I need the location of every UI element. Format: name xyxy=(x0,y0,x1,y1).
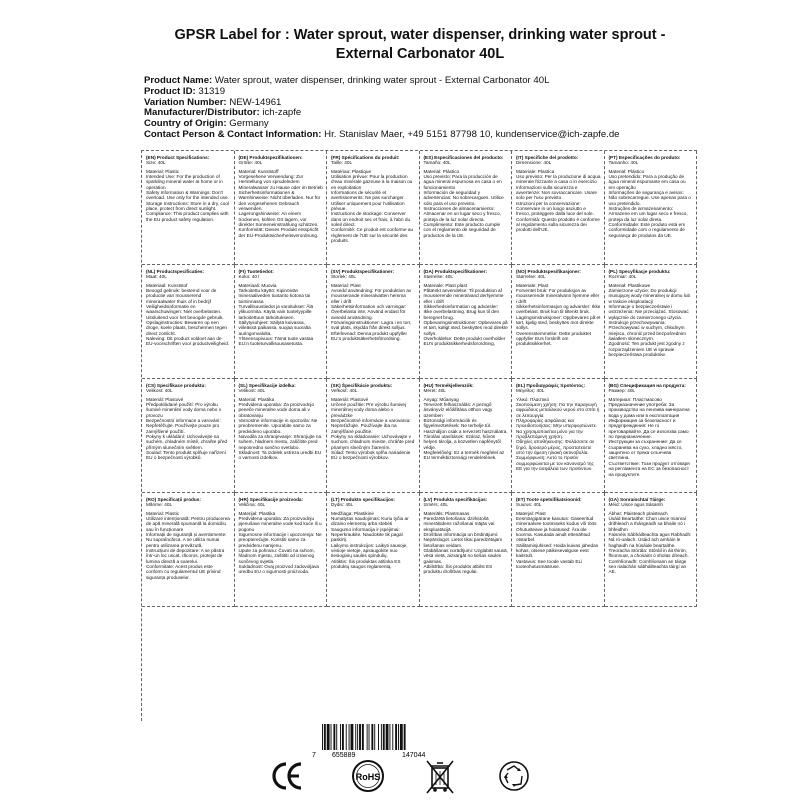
page-title: GPSR Label for : Water sprout, water dispenser, drinking water sprout - External Carbonator 40L xyxy=(174,27,666,62)
spec-line: Storlek: 40L xyxy=(331,274,357,280)
spec-heading: (EN) Product Specifications: xyxy=(146,155,210,160)
barcode-bar xyxy=(369,724,370,750)
spec-line: Treoracha Stórála: Stóráil in áit thirim, fhionnuar, a chosaint ó sholas díreach. xyxy=(608,548,689,559)
spec-line: Veľkosť: 40L xyxy=(331,388,358,394)
spec-line: Velikost: 40L xyxy=(238,388,266,394)
spec-line: Určené použitie: Pre výrobu šumivej minerálnej vody doma alebo v prevádzke xyxy=(331,402,407,418)
spec-heading: (FI) Tuotetiedot: xyxy=(238,269,274,274)
spec-line: Размер: 40L xyxy=(608,388,636,394)
spec-line: Numatytas naudojimas: Kuriu tyčia ar dizaino elementų arba stebėti xyxy=(331,516,409,527)
spec-line: Overensstemmelse: Dette produktet oppfyller EUs forskrift om produktsikkerhet. xyxy=(516,330,592,347)
spec-line: Säilitamisjuhised: Hoida kuivas jahedas kohas, otsese päikesevalguse eest kaitstult. xyxy=(516,542,599,559)
spec-cell xyxy=(235,379,328,493)
spec-line: Matériau: Plastique xyxy=(331,168,372,174)
barcode-bar xyxy=(355,724,356,750)
spec-line: Compliance: This product complies with the EU product safety regulation. xyxy=(146,211,229,222)
spec-line: Instructions de stockage: Conserver dans un endroit sec et frais, à l'abri du soleil direct. xyxy=(331,211,411,228)
spec-line: Cumplimiento: Este producto cumple con el reglamento de seguridad de productos de la UE. xyxy=(423,222,501,238)
spec-line: Suurus: 40L xyxy=(516,502,542,508)
spec-line: Предназначение употреба: За производство на пенлива минерална вода у дома или в експлоатация xyxy=(608,402,690,418)
barcode-bar xyxy=(324,724,326,750)
spec-heading: (IT) Specifiche del prodotto: xyxy=(516,155,579,160)
spec-line: Förvaringsinstruktioner: Lagra i en torr, sval plats, skydda från direkt solljus. xyxy=(331,320,412,331)
spec-line: Materiál: Plastové xyxy=(146,396,184,402)
spec-heading: (SV) Produktspecifikationer: xyxy=(331,269,395,274)
spec-line: Informacje o bezpieczeństwie i ostrzeżenia: Nie przeciążać. Stosować wyłącznie do zamierzonego użycia. xyxy=(608,304,689,320)
spec-line: Ábhar: Plaisteach plaisteach xyxy=(608,510,668,516)
spec-line: Velikost: 40L xyxy=(146,388,173,394)
spec-line: Istruzioni per la conservazione: Conservare in un luogo asciutto e fresco, proteggere dalla luce del sole. xyxy=(516,200,594,217)
spec-line: Naleving: Dit product voldoet aan de EU-voorschriften voor productveiligheid. xyxy=(146,336,230,347)
spec-heading: (RO) Specificații produs: xyxy=(146,497,201,502)
spec-line: Tamaño: 40L xyxy=(423,160,451,166)
spec-line: Intended Use: For the production of sparkling mineral water at home or in operation xyxy=(146,174,223,190)
spec-line: Påtænkt anvendelse: Til produktion af mousserende mineralvand derhjemme eller i drift xyxy=(423,288,504,304)
spec-line: Yhteensopivuus: Tämä tuote vastaa EU:n tuoteturvallisuusasetusta. xyxy=(238,336,314,347)
barcode-bar xyxy=(346,724,347,750)
spec-cell xyxy=(605,379,698,493)
spec-line: Saugumo informacija ir įspėjimai: Neperkraukite. Naudokite tik pagal paskirtį. xyxy=(331,526,403,543)
spec-heading: (ET) Toote spetsifikatsioonid: xyxy=(516,497,582,502)
spec-line: Uso previsto: Para la producción de agua mineral espumosa en casa o en funcionamiento xyxy=(423,174,502,190)
spec-line: Maat: 40L xyxy=(146,274,167,280)
spec-heading: (EL) Προδιαγραφές προϊόντος: xyxy=(516,383,586,388)
spec-line: Izmērs: 40L xyxy=(423,502,448,508)
spec-line: Laikymo instrukcijos: Laikyti sausoje, vėsioje vietoje, apsaugokite nuo tiesioginių saulės spindulių. xyxy=(331,542,408,559)
spec-grid xyxy=(141,150,697,721)
spec-line: Lagerungshinweise: An einem trockenen, kühlen Ort lagern, vor direkter Sonneneinstrahlung schützen. xyxy=(238,211,319,228)
spec-line: Συμμόρφωση: Αυτό το προϊόν συμμορφώνεται με τον κανονισμό της ΕΕ για την ασφάλεια των προϊόντων. xyxy=(516,455,594,472)
spec-line: Skladnost: Ta izdelek ustreza uredbi EU o varnosti izdelkov. xyxy=(238,450,322,461)
spec-line: Материал: Пластмасово xyxy=(608,396,662,402)
spec-cell xyxy=(235,151,328,265)
spec-line: Material: Plast xyxy=(331,282,361,288)
spec-line: Uso previsto: Per la produzione di acqua minerale frizzante a casa o in esercizio xyxy=(516,174,601,185)
spec-line: Drošības informācija un brīdinājumi: Nepārslogot. Lietot tikai paredzētajam lietošanas veidam. xyxy=(423,532,503,548)
spec-line: Úsáid Beartaithe: Chun uisce mianraí drithleach a tháirgeadh sa bhaile nó i bhfeidhm xyxy=(608,516,687,532)
spec-line: Tamanho: 40L xyxy=(608,160,639,166)
info-value: Hr. Stanislav Maer, +49 5151 87798 10, kundenservice@ich-zapfe.de xyxy=(324,128,620,140)
compliance-logos xyxy=(270,756,538,796)
barcode-bar xyxy=(340,724,341,750)
spec-cell xyxy=(142,151,235,265)
spec-cell xyxy=(512,265,605,379)
spec-line: Vastavus: See toode vastab ELi tooteohutusmääruse. xyxy=(516,558,583,570)
spec-line: Σκοπούμενη χρήση: Για την παραγωγή αφρώδους μεταλλικού νερού στο σπίτι ή σε λειτουργία xyxy=(516,402,600,418)
barcode-digits-left: 655889 xyxy=(332,752,356,759)
spec-heading: (LT) Produkto specifikacijos: xyxy=(331,497,395,502)
spec-line: Glabāšanas norādījumi: Uzglabāt sausā, vēsā vietā, aizsargāt no tiešas saules gaismas. xyxy=(423,548,508,564)
spec-heading: (NO) Produktspesifikasjoner: xyxy=(516,269,581,274)
info-label: Country of Origin: xyxy=(144,118,227,130)
info-value: Water sprout, water dispenser, drinking water sprout - External Carbonator 40L xyxy=(214,75,550,86)
spec-heading: (ES) Especificaciones del producto: xyxy=(423,155,504,160)
spec-line: Информация за безопасност и предупреждения: Не го претоварвайте. Да се използва само по предназначение. xyxy=(608,418,689,440)
spec-cell xyxy=(420,379,513,493)
spec-cell xyxy=(142,379,235,493)
spec-line: Efterlevnad: Denna produkt uppfyller EU:s produktsäkerhetsförordning. xyxy=(331,330,408,342)
barcode-bar xyxy=(392,724,393,750)
spec-heading: (SL) Specifikacije izdelka: xyxy=(238,383,296,388)
spec-line: Υλικό: Πλαστικό xyxy=(516,396,550,402)
spec-line: Instruções de armazenamento: Armazene em um lugar seco e fresco, proteja da luz solar direta. xyxy=(608,206,688,222)
spec-line: Vorgesehene Verwendung: Zur Herstellung von sprudelndem Mineralwasser zu Hause oder im Betrieb xyxy=(238,174,323,190)
spec-line: Conformité: Ce produit est conforme au règlement de l'UE sur la sécurité des produits. xyxy=(331,227,414,244)
spec-cell xyxy=(327,379,420,493)
spec-line: Utilisation prévue: Pour la production d'eau minérale gazeuse à la maison ou en exploitation xyxy=(331,174,413,190)
spec-line: Material: Plastika xyxy=(238,396,275,402)
spec-heading: (PT) Especificações do produto: xyxy=(608,155,681,160)
spec-line: Forventet bruk: For produksjon av mousserende mineralvann hjemme eller i drift xyxy=(516,288,600,304)
spec-line: Instrucciones de almacenamiento: Almacenar en un lugar seco y fresco, proteja de la luz solar directa. xyxy=(423,206,501,222)
barcode-bar xyxy=(395,724,397,750)
barcode-bar xyxy=(371,724,373,750)
spec-line: Instrucțiuni de depozitare: A se păstra într-un loc uscat, răcoros, protejat de lumina directă a soarelui. xyxy=(146,548,225,564)
spec-line: Zamierzone użycie: Do produkcji musującej wody mineralnej w domu lub w trakcie eksploatacji xyxy=(608,288,691,304)
spec-cell xyxy=(142,265,235,379)
spec-cell xyxy=(605,151,698,265)
barcode-bar xyxy=(359,724,361,750)
spec-line: Instrukcje przechowywania: Przechowywać w suchym, chłodnym miejscu, chronić przed bezpośrednim światłem słonecznym. xyxy=(608,320,686,342)
spec-cell xyxy=(512,379,605,493)
spec-line: Informações de segurança e avisos: Não sobrecarregue. Use apenas para o uso pretendido. xyxy=(608,190,691,206)
spec-line: Materiał: Plastikowe xyxy=(608,282,651,288)
spec-line: Säkerhetsinformation och varningar: Överbelasta inte. Använd endast för avsedd användning. xyxy=(331,304,407,320)
spec-line: Paredzētā lietošana: dzirkstošā minerālūdens ražošanai mājās vai ekspluatācijā xyxy=(423,516,495,532)
barcode-bar xyxy=(389,724,390,750)
barcode-bar xyxy=(404,724,406,750)
spec-line: Materiál: Plastové xyxy=(331,396,369,402)
spec-line: Lagringsinstruksjoner: Oppbevares på et tørt, kjølig sted, beskyttes mot direkte sollys. xyxy=(516,314,601,331)
spec-line: Předpokládané použití: Pro výrobu šumivé minerální vody doma nebo v provozu xyxy=(146,402,222,418)
spec-line: Atbilstība: Šis produkts atbilst ES produktu drošības regulai. xyxy=(423,564,493,575)
spec-line: Méret: 40L xyxy=(423,388,446,394)
spec-line: Opslaginstructies: Bewaren op een droge, koele plaats, beschermen tegen direct zonlicht. xyxy=(146,320,228,336)
spec-heading: (LV) Produkta specifikācijas: xyxy=(423,497,488,502)
spec-line: Materjal: Plast xyxy=(516,510,546,516)
spec-line: Materiaal: Kunststof xyxy=(146,282,188,288)
spec-line: Säilytysohjeet: Säilytä kuivassa, viileässä paikassa, suojaa suoralta auringonvalolta. xyxy=(238,320,311,336)
spec-line: Predvidena uporaba: Za proizvodnjo peneče mineralne vode doma ali v obratovanju xyxy=(238,402,315,418)
info-value: NEW-14961 xyxy=(229,96,282,108)
spec-line: Sukladnost: Ovaj proizvod zadovoljava uredbu EU o sigurnosti proizvoda. xyxy=(238,564,320,575)
spec-line: Varnostne informacije in opozorila: Ne preobremenite. Uporabite samo za predvideno uporabo. xyxy=(238,418,318,434)
info-label: Product ID: xyxy=(144,85,196,97)
spec-line: Conformitate: Acest produs este conform cu regulamentul UE privind siguranța produselor. xyxy=(146,564,221,580)
spec-line: Súlad: Tento výrobok spĺňa nariadenie EÚ o bezpečnosti výrobkov. xyxy=(331,450,411,461)
spec-cell xyxy=(605,493,698,607)
barcode-bar xyxy=(400,724,403,750)
spec-line: Megfelelőség: Ez a termék megfelel az EU termékbiztonsági rendeletének. xyxy=(423,450,505,461)
info-label: Contact Person & Contact Information: xyxy=(144,128,322,140)
spec-cell xyxy=(327,493,420,607)
spec-line: Storage Instructions: Store in a dry, cool place, protect from direct sunlight. xyxy=(146,200,230,212)
spec-cell xyxy=(420,151,513,265)
weee-bin-icon xyxy=(420,756,460,796)
spec-line: Veiligheidsinformatie en waarschuwingen: Niet overbelasten. Uitsluitend voor het beoogde gebruik. xyxy=(146,304,224,320)
spec-line: Atitiktis: Šis produktas atitinka ES produktų saugos reglamentą. xyxy=(331,558,401,570)
spec-cell xyxy=(327,151,420,265)
barcode-bar xyxy=(374,724,375,750)
spec-line: Sicherheitsinformationen & Warnhinweise: Nicht überladen. Nur für den vorgesehenen Gebrauch verwenden. xyxy=(238,190,321,212)
barcode-bar xyxy=(367,724,368,750)
spec-line: Materijal: Plastika xyxy=(238,510,276,516)
spec-line: Materiāls: Plastmasas xyxy=(423,510,470,516)
spec-line: Conformità: Questo prodotto è conforme al regolamento sulla sicurezza dei prodotti dell'UE. xyxy=(516,216,600,233)
spec-heading: (SK) Špecifikácie produktu: xyxy=(331,383,393,388)
spec-line: Dydis: 40L xyxy=(331,502,354,508)
spec-heading: (CS) Specifikace produktu: xyxy=(146,383,206,388)
spec-line: Avsedd användning: För produktion av mousserande mineralvatten hemma eller i drift xyxy=(331,288,412,304)
spec-cell xyxy=(142,493,235,607)
spec-cell xyxy=(605,265,698,379)
spec-line: Predviđena uporaba: Za proizvodnju pjenušave mineralne vode kod kuće ili u pogonu xyxy=(238,516,322,532)
spec-line: Informazioni sulla sicurezza e avvertenze: Non sovraccaricare. Usare solo per l'uso previsto. xyxy=(516,184,598,201)
spec-line: Dimensione: 40L xyxy=(516,160,552,166)
spec-line: Bezpečnostní informace a varování: Nepřetěžujte. Používejte pouze pro zamýšlené použití. xyxy=(146,418,221,434)
barcode-bar xyxy=(327,724,330,750)
barcode-digits-right: 147044 xyxy=(402,752,426,759)
spec-line: Zgodność: Ten produkt jest zgodny z rozporządzeniem UE w sprawie bezpieczeństwa produktów. xyxy=(608,341,685,358)
spec-line: Materiaali: Muovia xyxy=(238,282,277,288)
spec-line: Taille: 40L xyxy=(331,160,353,166)
barcode-bar xyxy=(362,724,364,750)
spec-line: Rozmiar: 40L xyxy=(608,274,637,280)
spec-line: Materiale: Plast xyxy=(516,282,549,288)
spec-line: Size: 40L xyxy=(146,160,166,166)
spec-heading: (BG) Спецификация на продукта: xyxy=(608,383,686,388)
spec-line: Bezpečnostné informácie a varovania: Nepreťažujte. Používajte iba na zamýšľané použitie. xyxy=(331,418,411,434)
info-value: 31319 xyxy=(198,85,226,97)
spec-line: Informații de siguranță și avertismente: Nu supraîncărca. A se utiliza numai pentru utilizarea prevăzută. xyxy=(146,532,227,548)
spec-line: Comhlíonadh: Comhlíonann an táirge seo rialachán sábháilteachta táirgí an AE. xyxy=(608,558,687,575)
spec-line: Material: Plastic xyxy=(146,168,180,174)
spec-line: Ohutusteave ja hoiatused: Ära üle koorma. Kasutada ainult ettenähtud otstarbel. xyxy=(516,526,591,543)
barcode-bar xyxy=(342,724,344,750)
info-label: Manufacturer/Distributor: xyxy=(144,107,260,119)
spec-line: Konformität: Dieses Produkt entspricht der EU-Produktsicherheitsverordnung. xyxy=(238,227,319,238)
ce-mark-icon xyxy=(270,756,304,796)
barcode-bar xyxy=(378,724,379,750)
svg-text:RoHS: RoHS xyxy=(355,772,381,782)
spec-line: Utilizare intenționată: Pentru producerea de apă minerală spumantă la domiciliu sau în funcționare xyxy=(146,516,230,532)
spec-line: Οδηγίες αποθήκευσης: Φυλάσσετε σε ξηρό, δροσερό μέρος, προστατεύετε από την άμεση ηλιακή ακτινοβολία. xyxy=(516,439,595,456)
spec-cell xyxy=(235,265,328,379)
spec-cell xyxy=(327,265,420,379)
spec-line: Sigurnosne informacije i upozorenja: Ne preopterećujte. Koristiti samo za predviđenu namjenu. xyxy=(238,532,322,548)
info-label: Variation Number: xyxy=(144,96,227,108)
spec-line: Safety Information & Warnings: Don't overload. Use only for the intended use. xyxy=(146,190,229,201)
spec-line: Pokyny k ukládání: Uchovávejte na suchém, chladném místě, chraňte před přímým slunečním světlem. xyxy=(146,434,228,450)
spec-line: Veličina: 40L xyxy=(238,502,266,508)
spec-line: Opbevaringsinstruktioner: Opbevares på et tørt, køligt sted, beskyttes mod direkte sollys. xyxy=(423,320,508,336)
spec-line: Material: Plastic xyxy=(146,510,180,516)
spec-heading: (HU) Termékjellemzők: xyxy=(423,383,474,388)
spec-line: Material: Kunststoff xyxy=(238,168,279,174)
rohs-icon xyxy=(346,756,390,796)
spec-line: Medžiaga: Plastikinė xyxy=(331,510,374,516)
spec-line: Faisnéis Sábháilteachta agus Rabhadh: Ná ró-ualach. Úsáid ach amháin le haghaidh na húsáide beartaithe. xyxy=(608,532,692,548)
spec-cell xyxy=(512,493,605,607)
spec-line: Størrelse: 40L xyxy=(516,274,546,280)
info-row xyxy=(144,130,620,141)
barcode xyxy=(310,724,456,760)
spec-line: Μέγεθος: 40L xyxy=(516,388,545,394)
info-value: Germany xyxy=(229,118,269,130)
spec-line: Anyag: Műanyag xyxy=(423,396,459,402)
barcode-bar xyxy=(349,724,350,750)
spec-line: Materiale: Plastica xyxy=(516,168,555,174)
spec-line: Инструкции за съхранение: Да се съхранява на сухо, хладно място, защитено от пряка слънчева светлина. xyxy=(608,439,683,461)
spec-line: Uso pretendido: Para a produção de água mineral espumante em casa ou em operação xyxy=(608,174,686,190)
spec-line: Información de seguridad y advertencias: No sobrecargues. Utilice sólo para el uso previsto. xyxy=(423,190,504,206)
spec-line: Eesmärgipärane kasutus: Gaseeritud mineraalvee tootmiseks kodus või töös xyxy=(516,516,597,527)
barcode-bar xyxy=(331,724,332,750)
spec-heading: (DE) Produktspezifikationen: xyxy=(238,155,303,160)
spec-line: Upute za pohranu: Čuvati na suhom, hladnom mjestu, zaštititi od izravnog sunčevog svjetla. xyxy=(238,548,315,564)
barcode-bar xyxy=(357,724,358,750)
spec-line: Størrelse: 40L xyxy=(423,274,453,280)
barcode-bar xyxy=(333,724,335,750)
spec-cell xyxy=(512,151,605,265)
spec-line: Turvallisuustiedot ja varoitukset: Älä ylikuormita. Käytä vain tuotetyypille tarkoitettuun tarkoitukseen. xyxy=(238,304,314,320)
spec-line: Sikkerhedsinformation og advarsler: Ikke overbelastning. Brug kun til den beregnet brug. xyxy=(423,304,500,320)
spec-cell xyxy=(420,493,513,607)
spec-line: Material: Plástico xyxy=(423,168,460,174)
spec-line: Biztonsági információk és figyelmeztetések: Ne terhelje túl. Használjon csak a tervezett használatra. xyxy=(423,418,508,434)
spec-line: Conformidade: Este produto está em conformidade com o regulamento de segurança de produtos da UE. xyxy=(608,222,686,238)
spec-line: Beoogd gebruik: bestemd voor de productie van mousserend mineraalwater thuis of in bedrijf xyxy=(146,288,217,304)
spec-line: Informations de sécurité et avertissements: Ne pas surcharger. Utiliser uniquement pour l'utilisation prévue. xyxy=(331,190,405,212)
spec-heading: (PL) Specyfikacje produktu: xyxy=(608,269,671,274)
spec-heading: (DA) Produktspecifikationer: xyxy=(423,269,488,274)
spec-line: Tarkoitettu käyttö: Kipinöivän mineraaliveden tuotanto kotona tai toiminnassa xyxy=(238,288,311,304)
recycle-icon xyxy=(494,756,534,796)
spec-heading: (GA) Sonraíochtaí Táirge: xyxy=(608,497,666,502)
spec-line: Material: Plástico xyxy=(608,168,645,174)
spec-line: Tervezett felhasználás: A pezsgő ásványvíz előállítása otthon vagy üzemben xyxy=(423,402,493,418)
spec-line: Koko: 40 l xyxy=(238,274,260,280)
spec-line: Größe: 40L xyxy=(238,160,263,166)
barcode-digit-first: 7 xyxy=(312,752,316,759)
spec-line: Méid: Uisce agus Sásamh xyxy=(608,502,663,508)
info-label: Product Name: xyxy=(144,75,213,86)
barcode-bar xyxy=(383,724,385,750)
spec-line: Overholdelse: Dette produkt overholder EU's produktsikkerhedsforordning. xyxy=(423,336,506,347)
spec-line: Mărime: 40L xyxy=(146,502,173,508)
product-info xyxy=(144,76,620,141)
spec-line: Sikkerhetsinformasjon og advarsler: Ikke overbelast. Bruk kun til tiltenkt bruk. xyxy=(516,304,601,315)
barcode-bar xyxy=(398,724,399,750)
spec-line: Pokyny na skladovanie: Uchovávajte v suchom, chladnom mieste, chráňte pred priamym slnečným žiarením. xyxy=(331,434,415,450)
info-value: ich-zapfe xyxy=(262,107,302,119)
spec-line: Съответствие: Този продукт отговаря на регламента на ЕС за безопасност на продуктите. xyxy=(608,460,690,477)
barcode-bar xyxy=(386,724,389,750)
spec-line: Soulad: Tento produkt splňuje nařízení EU o bezpečnosti výrobků. xyxy=(146,450,226,461)
spec-line: Materiale: Plast plast xyxy=(423,282,468,288)
barcode-bar xyxy=(322,724,323,750)
spec-heading: (HR) Specifikacije proizvoda: xyxy=(238,497,304,502)
spec-cell xyxy=(235,493,328,607)
spec-line: Navodila za shranjevanje: Shranjujte na suhem, hladnem mestu, zaščitite pred neposredno sončno svetlobo. xyxy=(238,434,322,450)
spec-heading: (NL) Productspecificaties: xyxy=(146,269,205,274)
barcode-bar xyxy=(336,724,337,750)
barcode-bar xyxy=(351,724,354,750)
spec-cell xyxy=(420,265,513,379)
barcode-bar xyxy=(381,724,382,750)
spec-line: Πληροφορίες ασφάλειας και προειδοποιήσεις: Μην υπερφορτώνετε. Να χρησιμοποιείται μόνο για την προβλεπόμενη χρήση. xyxy=(516,418,598,440)
spec-heading: (FR) Spécifications du produit: xyxy=(331,155,400,160)
spec-line: Tárolási utasítások: Száraz, hűvös helyen tárolja, a közvetlen napfénytől védje. xyxy=(423,434,501,450)
